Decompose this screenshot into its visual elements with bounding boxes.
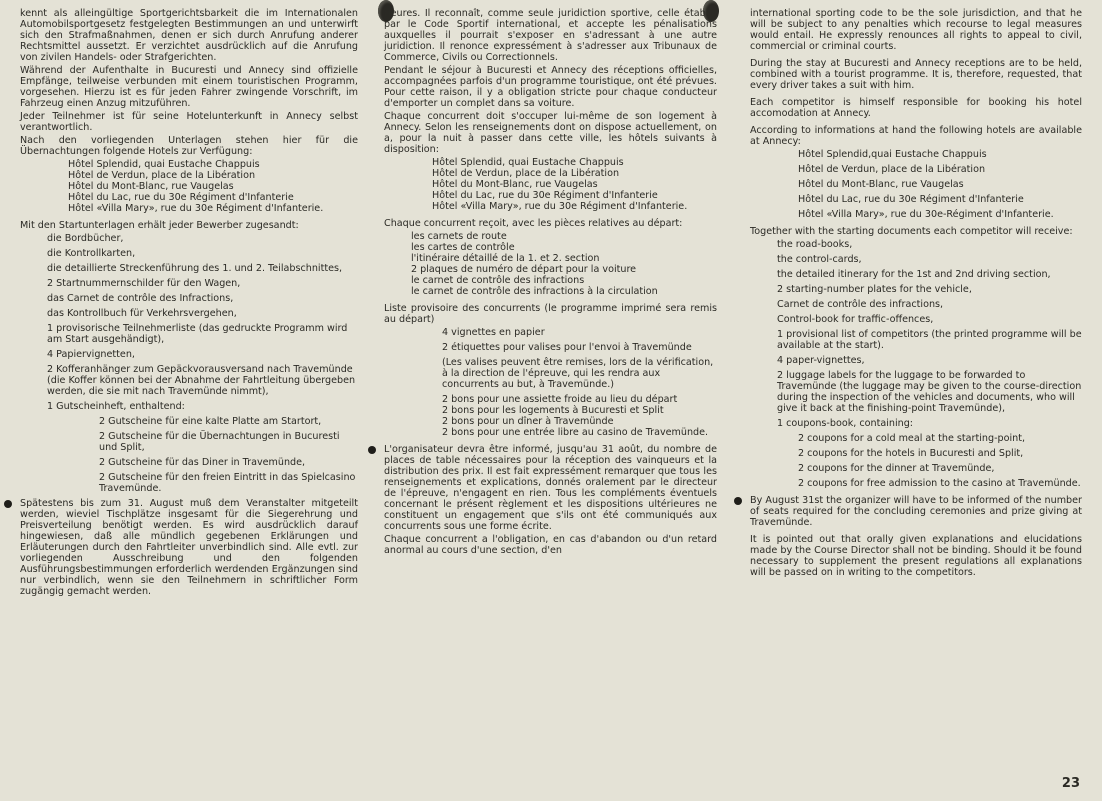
list-item: the road-books, bbox=[777, 239, 853, 250]
hotel-list bbox=[68, 159, 358, 214]
list-item: 2 Kofferanhänger zum Gepäckvorausversand nach Travemünde (die Koffer können bei der Abnahme der Fahrtleitung übergeben werden, die sie mit nach Travemünde nimmt), bbox=[47, 364, 356, 397]
list-item: 2 coupons for a cold meal at the starting-point, bbox=[798, 433, 1026, 444]
document-list bbox=[47, 233, 358, 412]
hotel-item: Hôtel du Mont-Blanc, rue Vaugelas bbox=[798, 179, 964, 190]
list-item: 4 paper-vignettes, bbox=[777, 355, 865, 366]
hotel-item: Hôtel du Mont-Blanc, rue Vaugelas bbox=[68, 181, 234, 192]
list-item: Carnet de contrôle des infractions, bbox=[777, 299, 944, 310]
list-item: die Kontrollkarten, bbox=[47, 248, 136, 259]
list-item: Control-book for traffic-offences, bbox=[777, 314, 934, 325]
list-item: 1 coupons-book, containing: bbox=[777, 418, 914, 429]
paragraph: L'organisateur devra être informé, jusqu'au 31 août, du nombre de places de table nécessaires pour la réception des vainqueurs et la distribution des prix. Il est fait expressément remarquer que tous les renseignements et explications, donnés oralement par le directeur de l'épreuve, n'engagent en rien. Tous les compléments éventuels concernant le présent règlement et les dispositions ultérieures ne constituent un engagement que s'ils ont été communiqués aux concurrents sous une forme écrite. bbox=[384, 444, 717, 532]
list-item: 2 coupons for the hotels in Bucuresti and Split, bbox=[798, 448, 1024, 459]
paragraph: Pendant le séjour à Bucuresti et Annecy des réceptions officielles, accompagnées parfois d'un programme touristique, ont été prévues. Pour cette raison, il y a obligation stricte pour chaque conducteur d'emporter un complet dans sa voiture. bbox=[384, 65, 717, 109]
paragraph: Chaque concurrent doit s'occuper lui-même de son logement à Annecy. Selon les renseignements dont on dispose actuellement, on a, pour la nuit à passer dans cette ville, les hôtels suivants à disposition: bbox=[384, 111, 717, 155]
paragraph: Chaque concurrent reçoit, avec les pièces relatives au départ: bbox=[384, 218, 683, 229]
list-item: 2 Gutscheine für das Diner in Travemünde, bbox=[99, 457, 306, 468]
hotel-item: Hôtel de Verdun, place de la Libération bbox=[68, 170, 256, 181]
hotel-item: Hôtel du Lac, rue du 30e Régiment d'Infanterie bbox=[68, 192, 294, 203]
hotel-item: Hôtel du Lac, rue du 30e Régiment d'Infanterie bbox=[432, 190, 658, 201]
paragraph: According to informations at hand the following hotels are available at Annecy: bbox=[750, 125, 1082, 147]
list-item: 2 Gutscheine für den freien Eintritt in das Spielcasino Travemünde. bbox=[99, 472, 356, 494]
paragraph: Jeder Teilnehmer ist für seine Hotelunterkunft in Annecy selbst verantwortlich. bbox=[20, 111, 358, 133]
paragraph: international sporting code to be the sole jurisdiction, and that he will be subject to any penalties which recourse to legal measures would entail. He expressly renounces all rights to appeal to civil, commercial or criminal courts. bbox=[750, 8, 1082, 52]
hotel-item: Hôtel «Villa Mary», rue du 30e-Régiment d'Infanterie. bbox=[798, 209, 1054, 220]
list-item: 2 Gutscheine für die Übernachtungen in Bucuresti und Split, bbox=[99, 431, 340, 453]
list-item: 4 Papiervignetten, bbox=[47, 349, 135, 360]
hotel-item: Hôtel de Verdun, place de la Libération bbox=[432, 168, 620, 179]
list-item: le carnet de contrôle des infractions à la circulation bbox=[411, 286, 658, 297]
paragraph: rieures. Il reconnaît, comme seule juridiction sportive, celle établie par le Code Sportif international, et accepte les pénalisations auxquelles il pourrait s'exposer en s'adressant à une autre juridiction. Il renonce expressément à s'adresser aux Tribunaux de Commerce, Civils ou Correctionnels. bbox=[384, 8, 717, 63]
hotel-item: Hôtel de Verdun, place de la Libération bbox=[798, 164, 986, 175]
list-item: 2 étiquettes pour valises pour l'envoi à Travemünde bbox=[442, 342, 692, 353]
list-item: 2 starting-number plates for the vehicle, bbox=[777, 284, 972, 295]
hotel-item: Hôtel Splendid, quai Eustache Chappuis bbox=[68, 159, 260, 170]
coupon-list bbox=[798, 433, 1082, 489]
paragraph: Chaque concurrent a l'obligation, en cas d'abandon ou d'un retard anormal au cours d'une section, d'en bbox=[384, 534, 717, 556]
document-list bbox=[777, 239, 1082, 429]
hotel-item: Hôtel du Lac, rue du 30e Régiment d'Infanterie bbox=[798, 194, 1024, 205]
list-item: 2 coupons for free admission to the casino at Travemünde. bbox=[798, 478, 1081, 489]
list-item: 1 provisorische Teilnehmerliste (das gedruckte Programm wird am Start ausgehändigt), bbox=[47, 323, 348, 345]
list-item: die Bordbücher, bbox=[47, 233, 124, 244]
german-column bbox=[20, 8, 358, 599]
bullet-icon bbox=[734, 497, 742, 505]
list-item: le carnet de contrôle des infractions bbox=[411, 275, 585, 286]
list-item: l'itinéraire détaillé de la 1. et 2. section bbox=[411, 253, 600, 264]
paragraph: Während der Aufenthalte in Bucuresti und Annecy sind offizielle Empfänge, teilweise verbunden mit einem touristischen Programm, vorgesehen. Hierzu ist es für jeden Fahrer zwingende Vorschrift, im Fahrzeug einen Anzug mitzuführen. bbox=[20, 65, 358, 109]
bullet-paragraph bbox=[20, 498, 358, 597]
paragraph: Together with the starting documents each competitor will receive: bbox=[750, 226, 1073, 237]
list-item: 2 plaques de numéro de départ pour la voiture bbox=[411, 264, 637, 275]
list-item: die detaillierte Streckenführung des 1. und 2. Teilabschnittes, bbox=[47, 263, 343, 274]
hotel-item: Hôtel Splendid,quai Eustache Chappuis bbox=[798, 149, 987, 160]
french-column bbox=[384, 8, 717, 558]
list-item: 2 bons pour une assiette froide au lieu du départ bbox=[442, 394, 678, 405]
list-item: 4 vignettes en papier bbox=[442, 327, 545, 338]
hotel-list bbox=[798, 149, 1082, 220]
document-list bbox=[411, 231, 717, 297]
document-list bbox=[442, 327, 717, 438]
bullet-icon bbox=[368, 446, 376, 454]
paragraph: Each competitor is himself responsible for booking his hotel accomodation at Annecy. bbox=[750, 97, 1082, 119]
paragraph: kennt als alleingültige Sportgerichtsbarkeit die im Internationalen Automobilsportgesetz festgelegten Bestimmungen an und unterwirft sich den Strafmaßnahmen, denen er sich durch Anrufung anderer Rechtsmittel aussetzt. Er verzichtet ausdrücklich auf die Anrufung von zivilen Handels- oder Strafgerichten. bbox=[20, 8, 358, 63]
list-item: 2 Startnummernschilder für den Wagen, bbox=[47, 278, 241, 289]
paragraph: It is pointed out that orally given explanations and elucidations made by the Course Director shall not be binding. Should it be found necessary to supplement the present regulations all explanations will be passed on in writing to the competitors. bbox=[750, 534, 1082, 578]
bullet-paragraph bbox=[750, 495, 1082, 528]
hotel-item: Hôtel Splendid, quai Eustache Chappuis bbox=[432, 157, 624, 168]
hotel-item: Hôtel «Villa Mary», rue du 30e Régiment d'Infanterie. bbox=[432, 201, 688, 212]
paragraph: Nach den vorliegenden Unterlagen stehen hier für die Übernachtungen folgende Hotels zur Verfügung: bbox=[20, 135, 358, 157]
list-item: 2 coupons for the dinner at Travemünde, bbox=[798, 463, 995, 474]
list-item: (Les valises peuvent être remises, lors de la vérification, à la direction de l'épreuve, qui les rendra aux concurrents au but, à Travemünde.) bbox=[442, 357, 714, 390]
list-item: 2 luggage labels for the luggage to be forwarded to Travemünde (the luggage may be given to the course-direction during the inspection of the vehicles and documents, who will give it back at the finishing-point Travemünde), bbox=[777, 370, 1082, 414]
page-number: 23 bbox=[1061, 776, 1080, 791]
paragraph: Mit den Startunterlagen erhält jeder Bewerber zugesandt: bbox=[20, 220, 299, 231]
bullet-icon bbox=[4, 500, 12, 508]
paragraph: Liste provisoire des concurrents (le programme imprimé sera remis au départ) bbox=[384, 303, 717, 325]
list-item: 1 Gutscheinheft, enthaltend: bbox=[47, 401, 185, 412]
list-item: 1 provisional list of competitors (the printed programme will be available at the start). bbox=[777, 329, 1082, 351]
hotel-item: Hôtel «Villa Mary», rue du 30e Régiment d'Infanterie. bbox=[68, 203, 324, 214]
hotel-list bbox=[432, 157, 717, 212]
list-item: das Kontrollbuch für Verkehrsvergehen, bbox=[47, 308, 237, 319]
list-item: 2 bons pour une entrée libre au casino de Travemünde. bbox=[442, 427, 709, 438]
list-item: the detailed itinerary for the 1st and 2nd driving section, bbox=[777, 269, 1051, 280]
english-column bbox=[750, 8, 1082, 580]
list-item: the control-cards, bbox=[777, 254, 862, 265]
list-item: 2 Gutscheine für eine kalte Platte am Startort, bbox=[99, 416, 322, 427]
list-item: das Carnet de contrôle des Infractions, bbox=[47, 293, 234, 304]
paragraph: During the stay at Bucuresti and Annecy receptions are to be held, combined with a tourist programme. It is, therefore, requested, that every driver takes a suit with him. bbox=[750, 58, 1082, 91]
paragraph: Spätestens bis zum 31. August muß dem Veranstalter mitgeteilt werden, wieviel Tischplätze insgesamt für die Siegerehrung und Preisverteilung benötigt werden. Es wird ausdrücklich darauf hingewiesen, daß alle mündlich gegebenen Erklärungen und Erläuterungen durch den Fahrtleiter unverbindlich sind. Alle evtl. zur vorliegenden Ausschreibung und den folgenden Ausführungsbestimmungen erforderlich werdenden Ergänzungen sind nur verbindlich, wenn sie den Teilnehmern in schriftlicher Form zugängig gemacht werden. bbox=[20, 498, 358, 597]
bullet-paragraph bbox=[384, 444, 717, 532]
coupon-list bbox=[99, 416, 358, 494]
list-item: 2 bons pour les logements à Bucuresti et Split bbox=[442, 405, 664, 416]
list-item: les carnets de route bbox=[411, 231, 507, 242]
paragraph: By August 31st the organizer will have to be informed of the number of seats required for the concluding ceremonies and prize giving at Travemünde. bbox=[750, 495, 1082, 528]
hotel-item: Hôtel du Mont-Blanc, rue Vaugelas bbox=[432, 179, 598, 190]
list-item: 2 bons pour un dîner à Travemünde bbox=[442, 416, 614, 427]
list-item: les cartes de contrôle bbox=[411, 242, 515, 253]
